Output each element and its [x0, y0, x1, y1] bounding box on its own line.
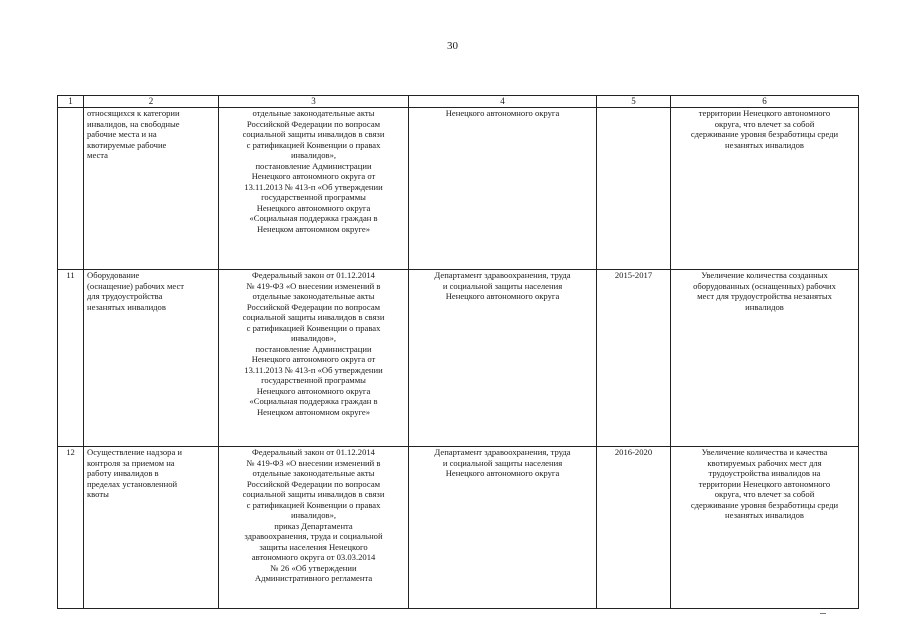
page-number: 30 — [447, 40, 458, 52]
law-line: 13.11.2013 № 413-п «Об утверждении — [244, 364, 383, 375]
name-line: (оснащение) рабочих мест — [87, 280, 185, 291]
result-line: территории Ненецкого автономного — [698, 478, 831, 489]
row-number-cell: 12 — [58, 447, 84, 609]
law-line: инвалидов», — [290, 150, 337, 160]
law-line: Ненецкого автономного округа — [256, 385, 371, 396]
result-line: инвалидов — [745, 301, 784, 312]
law-line: Административного регламента — [254, 573, 373, 583]
law-line: Федеральный закон от 01.12.2014 — [252, 270, 375, 280]
law-line: с ратификацией Конвенции о правах — [246, 322, 381, 333]
measure-name-cell — [84, 447, 219, 609]
org-line: Ненецкого автономного округа — [445, 108, 560, 118]
law-line: инвалидов», — [290, 510, 337, 520]
law-line: № 419-ФЗ «О внесении изменений в — [246, 457, 381, 468]
law-line: с ратификацией Конвенции о правах — [246, 139, 381, 150]
law-line: инвалидов», — [290, 333, 337, 343]
column-header-3: 3 — [219, 96, 409, 108]
law-line: Федеральный закон от 01.12.2014 — [252, 447, 375, 457]
law-line: социальной защиты инвалидов в связи — [242, 489, 385, 499]
law-line: «Социальная поддержка граждан в — [249, 213, 378, 223]
legal-basis-cell — [219, 108, 409, 270]
table-body — [58, 108, 859, 609]
period-cell: 2015-2017 — [597, 270, 671, 447]
expected-result-cell — [671, 447, 859, 609]
table-row — [58, 447, 859, 609]
law-line: социальной защиты инвалидов в связи — [242, 312, 385, 322]
name-line: места — [87, 150, 108, 160]
org-line: Департамент здравоохранения, труда — [434, 447, 571, 457]
law-line: Российской Федерации по вопросам — [246, 301, 381, 312]
law-line: с ратификацией Конвенции о правах — [246, 499, 381, 510]
legal-basis-cell — [219, 447, 409, 609]
table-header-row — [58, 96, 859, 108]
org-line: Департамент здравоохранения, труда — [434, 270, 571, 280]
scan-mark — [820, 613, 826, 614]
law-line: защиты населения Ненецкого — [259, 541, 368, 552]
row-number-cell: 11 — [58, 270, 84, 447]
org-line: и социальной защиты населения — [442, 457, 563, 468]
org-line: и социальной защиты населения — [442, 280, 563, 291]
org-line: Ненецкого автономного округа — [445, 468, 560, 478]
law-line: Ненецкого автономного округа от — [251, 354, 376, 364]
name-line: незанятых инвалидов — [87, 301, 166, 312]
column-header-4: 4 — [409, 96, 597, 108]
result-line: Увеличение количества и качества — [701, 447, 828, 457]
table-row — [58, 270, 859, 447]
column-header-6: 6 — [671, 96, 859, 108]
name-line: контроля за приемом на — [87, 457, 175, 468]
law-line: Ненецком автономном округе» — [256, 223, 371, 234]
name-line: квотируемые рабочие — [87, 139, 167, 150]
column-header-5: 5 — [597, 96, 671, 108]
law-line: Ненецком автономном округе» — [256, 406, 371, 417]
result-line: квотируемых рабочих мест для — [707, 457, 822, 468]
column-header-1: 1 — [58, 96, 84, 108]
result-line: территории Ненецкого автономного — [698, 108, 831, 118]
law-line: «Социальная поддержка граждан в — [249, 396, 378, 406]
measure-name-cell — [84, 108, 219, 270]
law-line: государственной программы — [261, 375, 366, 385]
result-line: округа, что влечет за собой — [714, 489, 815, 499]
name-line: относящихся к категории — [87, 108, 180, 118]
name-line: пределах установленной — [87, 478, 178, 489]
column-header-2: 2 — [84, 96, 219, 108]
law-line: Российской Федерации по вопросам — [246, 478, 381, 489]
law-line: социальной защиты инвалидов в связи — [242, 129, 385, 139]
name-line: Оборудование — [87, 270, 140, 280]
law-line: № 26 «Об утверждении — [270, 562, 357, 573]
responsible-org-cell — [409, 108, 597, 270]
law-line: здравоохранения, труда и социальной — [244, 531, 383, 541]
law-line: отдельные законодательные акты — [252, 468, 375, 478]
result-line: Увеличение количества созданных — [701, 270, 828, 280]
law-line: отдельные законодательные акты — [252, 291, 375, 301]
row-number-cell — [58, 108, 84, 270]
name-line: рабочие места и на — [87, 129, 157, 139]
result-line: трудоустройства инвалидов на — [708, 468, 821, 478]
law-line: Российской Федерации по вопросам — [246, 118, 381, 129]
table-row — [58, 108, 859, 270]
expected-result-cell — [671, 108, 859, 270]
result-line: округа, что влечет за собой — [714, 118, 815, 129]
law-line: Ненецкого автономного округа от — [251, 171, 376, 181]
measure-name-cell — [84, 270, 219, 447]
law-line: постановление Администрации — [255, 343, 372, 354]
result-line: оборудованных (оснащенных) рабочих — [693, 280, 836, 291]
law-line: приказ Департамента — [274, 520, 353, 531]
org-line: Ненецкого автономного округа — [445, 291, 560, 301]
responsible-org-cell — [409, 447, 597, 609]
period-cell — [597, 108, 671, 270]
result-line: сдерживание уровня безработицы среди — [690, 499, 839, 510]
law-line: № 419-ФЗ «О внесении изменений в — [246, 280, 381, 291]
law-line: 13.11.2013 № 413-п «Об утверждении — [244, 181, 383, 192]
legal-basis-cell — [219, 270, 409, 447]
name-line: для трудоустройства — [87, 291, 163, 301]
law-line: автономного округа от 03.03.2014 — [251, 552, 376, 562]
law-line: Ненецкого автономного округа — [256, 202, 371, 213]
expected-result-cell — [671, 270, 859, 447]
name-line: инвалидов, на свободные — [87, 118, 180, 129]
law-line: отдельные законодательные акты — [252, 108, 375, 118]
period-cell: 2016-2020 — [597, 447, 671, 609]
result-line: мест для трудоустройства незанятых — [697, 291, 832, 301]
law-line: постановление Администрации — [255, 160, 372, 171]
name-line: работу инвалидов в — [87, 468, 159, 478]
name-line: Осуществление надзора и — [87, 447, 183, 457]
responsible-org-cell — [409, 270, 597, 447]
measures-table — [57, 95, 859, 609]
law-line: государственной программы — [261, 192, 366, 202]
result-line: незанятых инвалидов — [725, 139, 804, 150]
result-line: незанятых инвалидов — [725, 510, 804, 520]
result-line: сдерживание уровня безработицы среди — [690, 129, 839, 139]
name-line: квоты — [87, 489, 109, 499]
